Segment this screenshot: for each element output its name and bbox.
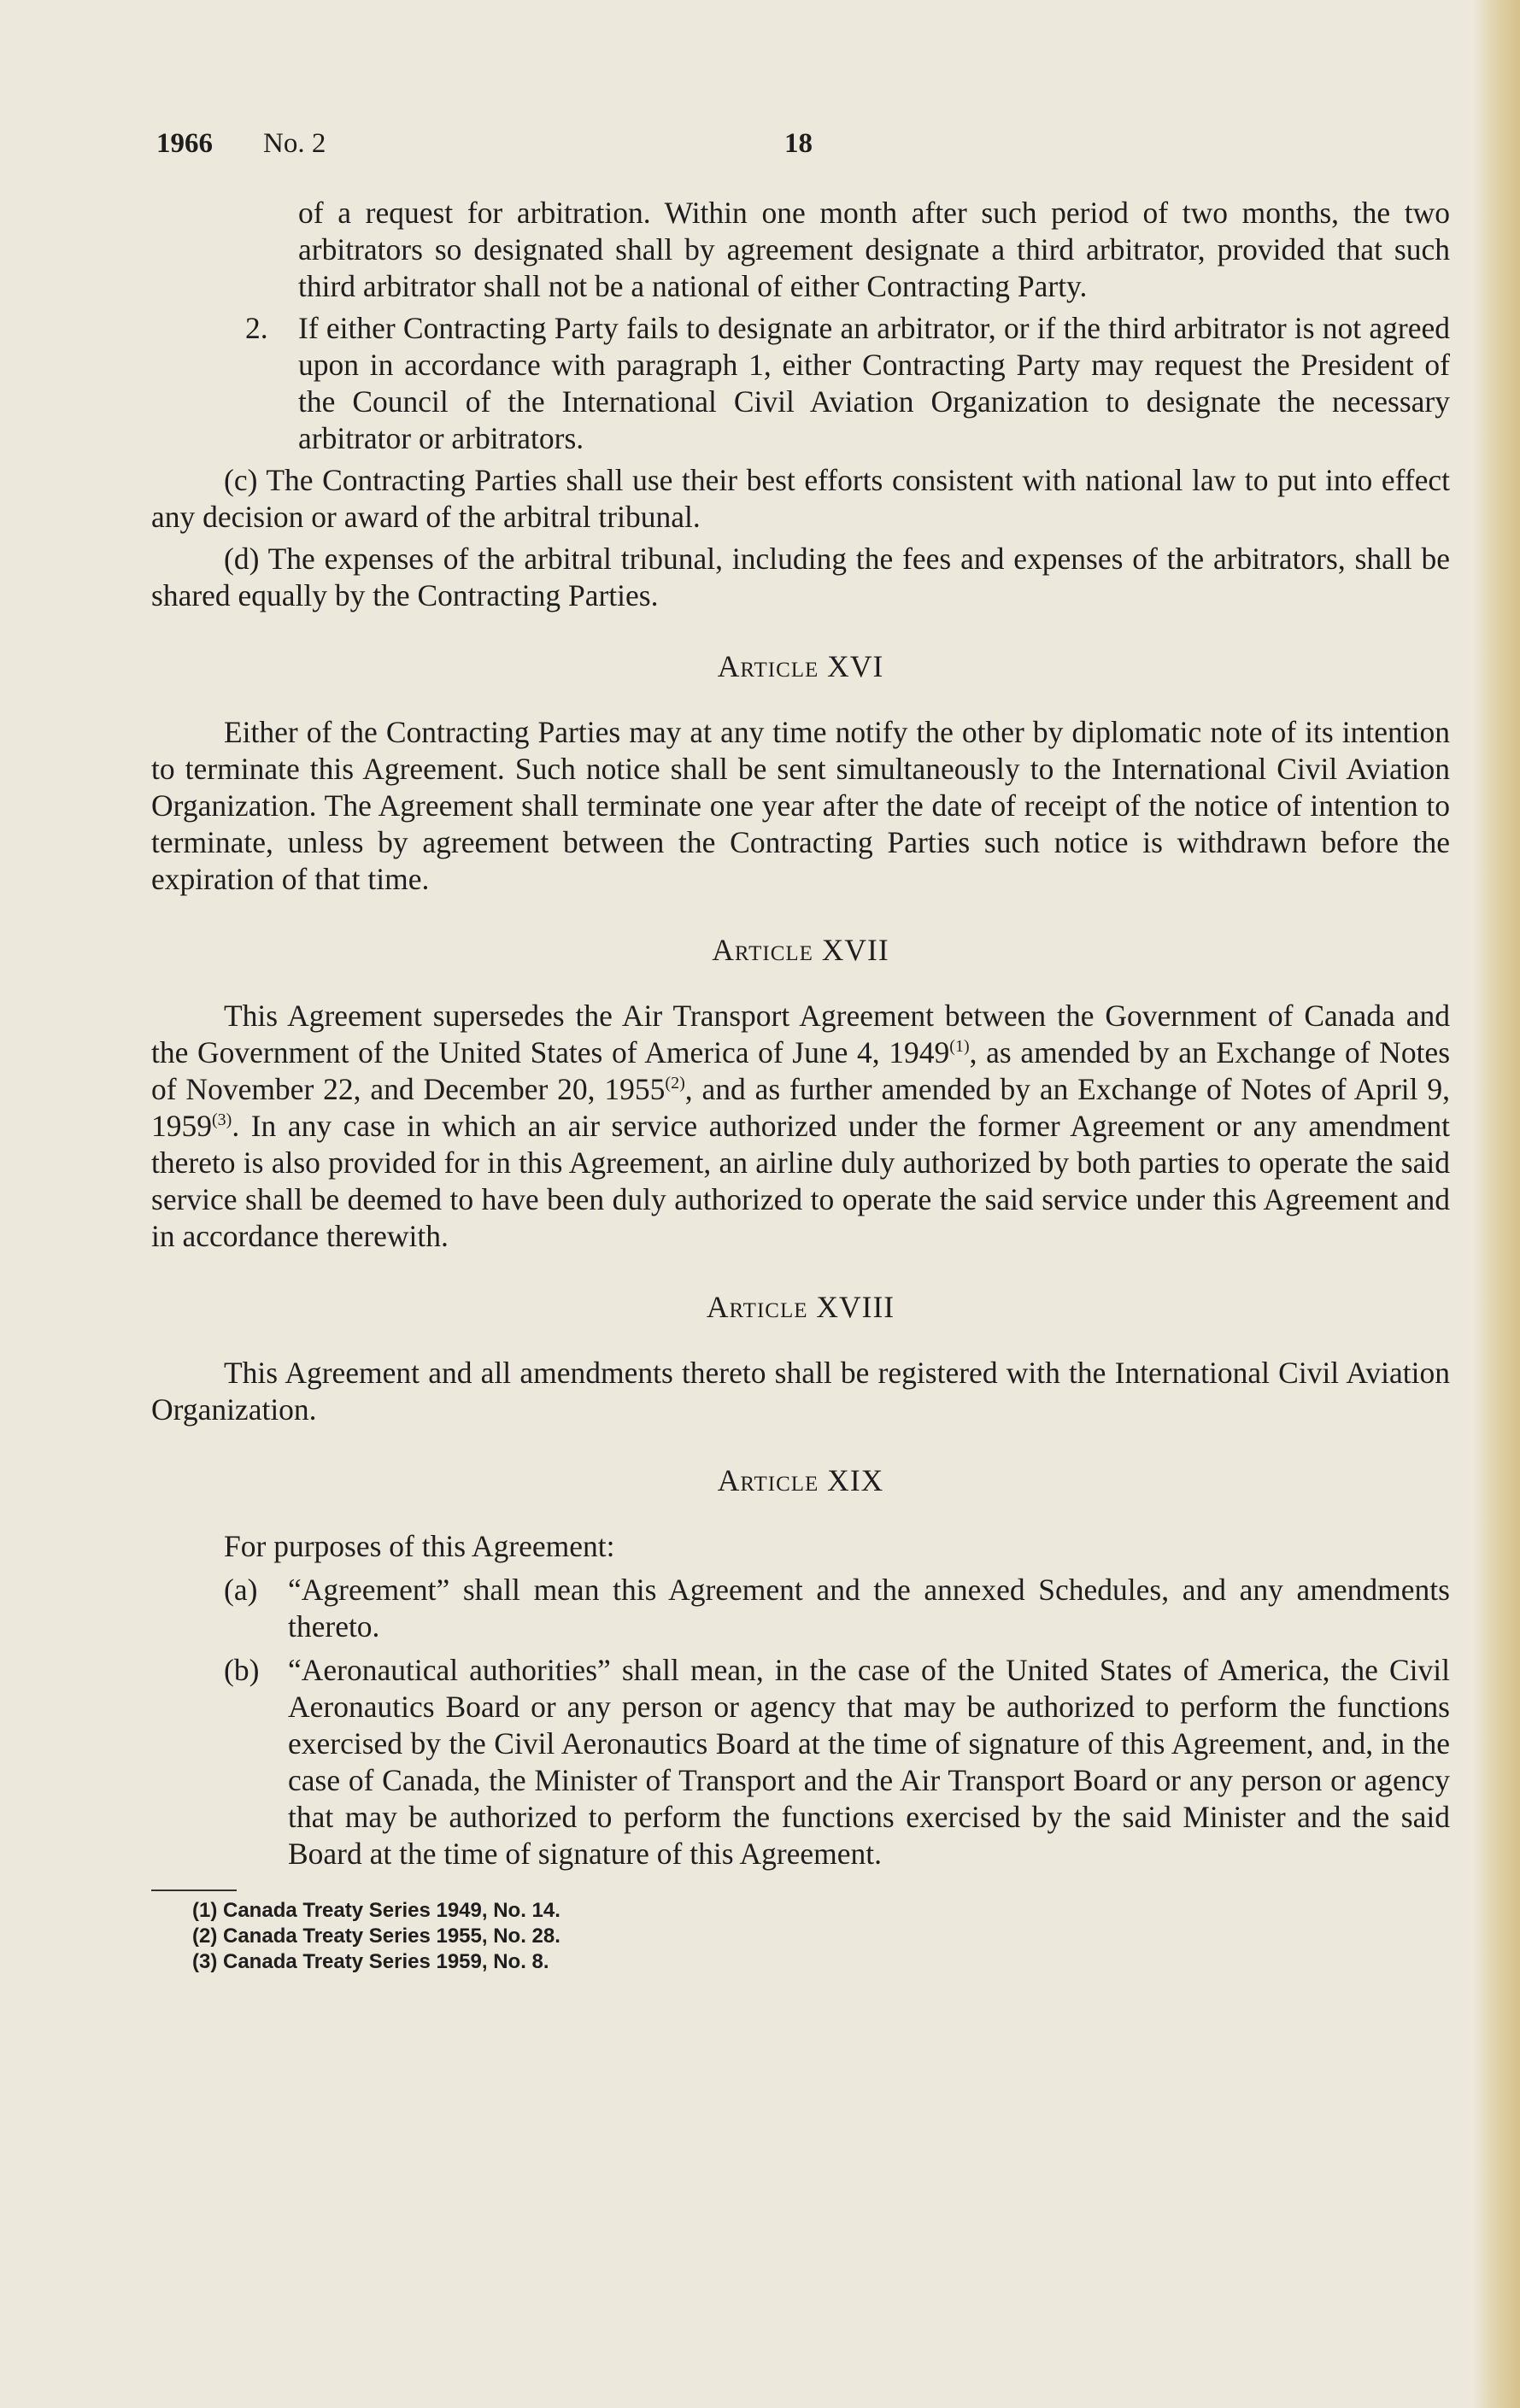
page-header <box>156 128 925 171</box>
article-heading-xix: Article XIX <box>717 1463 884 1497</box>
article-xvii-part3: , and as further amended by an Exchange of Notes of April 9, 1959 <box>151 1072 1451 1143</box>
article-heading-xvii: Article XVII <box>712 933 889 967</box>
header-number: No. 2 <box>263 128 326 159</box>
paragraph-d: (d) The expenses of the arbitral tribunal, including the fees and expenses of the arbitrators, shall be shared equally by the Contracting Parties. <box>151 542 1450 612</box>
header-year: 1966 <box>156 128 213 159</box>
article-heading-xviii: Article XVIII <box>706 1290 895 1324</box>
article-xvii-part4: . In any case in which an air service authorized under the former Agreement or any amendment thereto is also provided for in this Agreement, an airline duly authorized by both parties to operate the said service shall be deemed to have been duly authorized to operate the said service under this Agreement and in accordance therewith. <box>151 1109 1450 1253</box>
article-xvii-part2: , as amended by an Exchange of Notes of November 22, and December 20, 1955 <box>151 1035 1451 1106</box>
footnote-ref-2: (2) <box>665 1074 685 1093</box>
continuation-paragraph: of a request for arbitration. Within one month after such period of two months, the two arbitrators so designated shall by agreement designate a third arbitrator, provided that such third arbitrator shall not be a national of either Contracting Party. <box>298 196 1450 303</box>
footnote-ref-1: (1) <box>949 1037 970 1057</box>
footnote-1: (1) Canada Treaty Series 1949, No. 14. <box>192 1899 560 1922</box>
item-label: (a) <box>224 1573 258 1607</box>
article-xviii-text: This Agreement and all amendments thereto shall be registered with the International Civil Aviation Organization. <box>151 1356 1450 1427</box>
paragraph-c: (c) The Contracting Parties shall use their best efforts consistent with national law to put into effect any decision or award of the arbitral tribunal. <box>151 463 1450 534</box>
article-xvii-text <box>151 998 1450 1255</box>
definition-item-b <box>151 1652 1450 1872</box>
article-xvii-part1: This Agreement supersedes the Air Transport Agreement between the Government of Canada and the Government of the United States of America of June 4, 1949 <box>151 999 1450 1069</box>
numbered-item-2 <box>151 310 1450 457</box>
document-body <box>151 195 1450 1975</box>
definition-item-a <box>151 1572 1450 1645</box>
footnotes <box>151 1898 1450 1975</box>
item-text: “Agreement” shall mean this Agreement and the annexed Schedules, and any amendments thereto. <box>288 1573 1450 1643</box>
footnote-divider <box>151 1889 237 1891</box>
article-heading-xvi: Article XVI <box>717 649 884 683</box>
page-number: 18 <box>784 128 813 159</box>
item-label: (b) <box>224 1653 260 1687</box>
page-edge-shadow <box>1473 0 1520 2408</box>
item-number: 2. <box>245 311 268 345</box>
footnote-ref-3: (3) <box>212 1110 232 1130</box>
item-text: “Aeronautical authorities” shall mean, in the case of the United States of America, the Civil Aeronautics Board or any person or agency that may be authorized to perform the functions exercised by the Civil Aeronautics Board at the time of signature of this Agreement, and, in the case of Canada, the Minister of Transport and the Air Transport Board or any person or agency that may be authorized to perform the functions exercised by the said Minister and the said Board at the time of signature of this Agreement. <box>288 1653 1450 1871</box>
article-xvi-text: Either of the Contracting Parties may at any time notify the other by diplomatic note of its intention to terminate this Agreement. Such notice shall be sent simultaneously to the International Civil Aviation Organization. The Agreement shall terminate one year after the date of receipt of the notice of intention to terminate, unless by agreement between the Contracting Parties such notice is withdrawn before the expiration of that time. <box>151 715 1450 896</box>
article-xix-intro: For purposes of this Agreement: <box>224 1529 615 1563</box>
footnote-3: (3) Canada Treaty Series 1959, No. 8. <box>192 1950 549 1973</box>
footnote-2: (2) Canada Treaty Series 1955, No. 28. <box>192 1925 560 1948</box>
item-text: If either Contracting Party fails to designate an arbitrator, or if the third arbitrator is not agreed upon in accordance with paragraph 1, either Contracting Party may request the President of the Council of the International Civil Aviation Organization to designate the necessary arbitrator or arbitrators. <box>298 311 1450 455</box>
